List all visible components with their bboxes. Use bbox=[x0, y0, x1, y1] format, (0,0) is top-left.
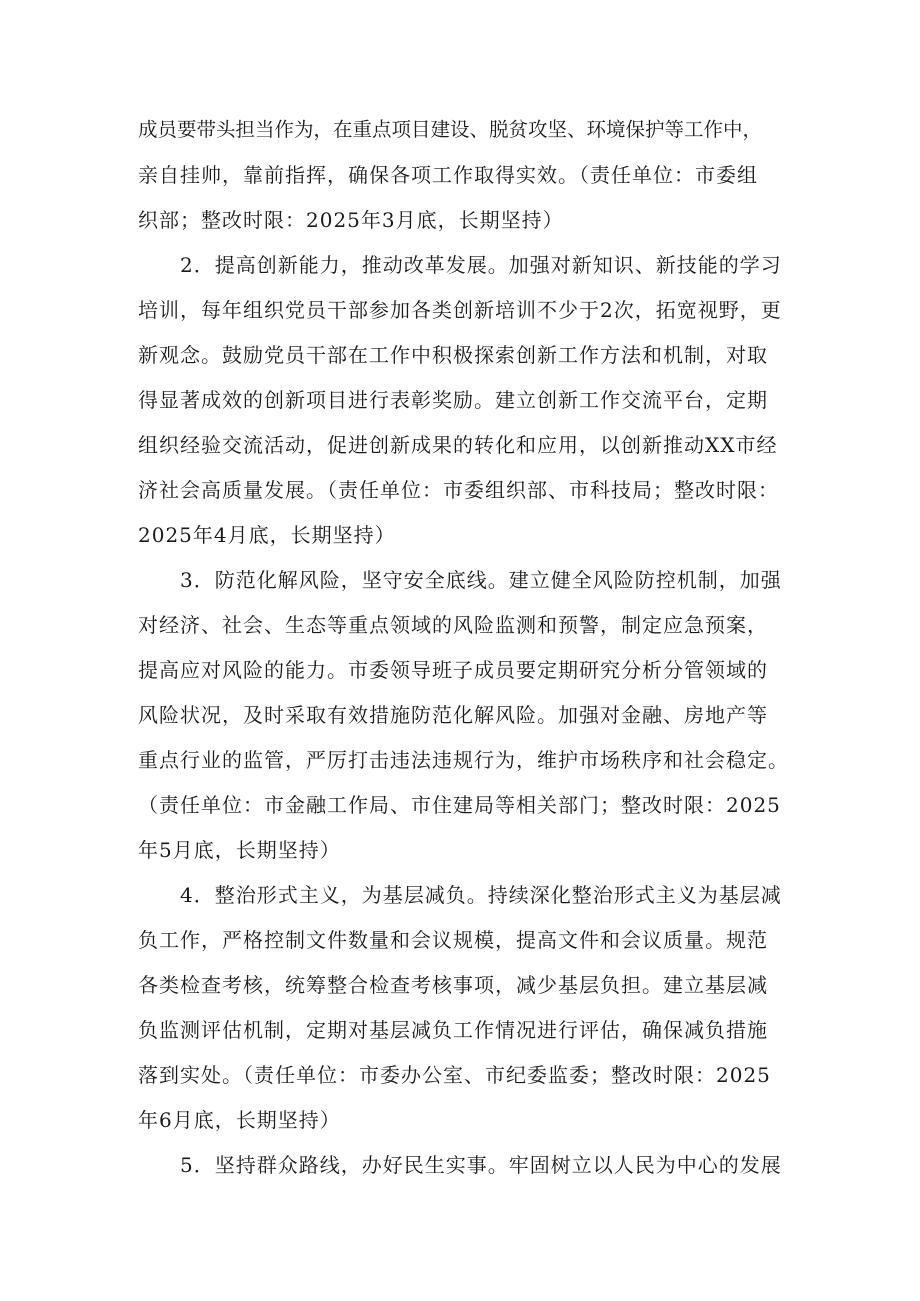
text-line: 各类检查考核，统筹整合检查考核事项，减少基层负担。建立基层减 bbox=[138, 973, 768, 997]
text-line: 济社会高质量发展。（责任单位：市委组织部、市科技局；整改时限： bbox=[138, 478, 779, 502]
text-line: 年5月底，长期坚持） bbox=[138, 838, 341, 862]
text-line: 对经济、社会、生态等重点领域的风险监测和预警，制定应急预案， bbox=[138, 613, 768, 637]
text-line: （责任单位：市金融工作局、市住建局等相关部门；整改时限：2025 bbox=[138, 793, 781, 817]
text-line: 负监测评估机制，定期对基层减负工作情况进行评估，确保减负措施 bbox=[138, 1018, 768, 1042]
text-line: 成员要带头担当作为，在重点项目建设、脱贫攻坚、环境保护等工作中， bbox=[138, 118, 763, 141]
text-line: 重点行业的监管，严厉打击违法违规行为，维护市场秩序和社会稳定。 bbox=[138, 748, 789, 772]
text-line: 年6月底，长期坚持） bbox=[138, 1108, 341, 1132]
text-line: 织部；整改时限：2025年3月底，长期坚持） bbox=[138, 208, 564, 232]
text-line: 提高应对风险的能力。市委领导班子成员要定期研究分析分管领域的 bbox=[138, 658, 768, 682]
text-line: 风险状况，及时采取有效措施防范化解风险。加强对金融、房地产等 bbox=[138, 703, 768, 727]
text-line: 2025年4月底，长期坚持） bbox=[138, 523, 396, 547]
paragraph-3-start: 3．防范化解风险，坚守安全底线。建立健全风险防控机制，加强 bbox=[180, 568, 782, 592]
text-line: 负工作，严格控制文件数量和会议规模，提高文件和会议质量。规范 bbox=[138, 928, 768, 952]
text-line: 新观念。鼓励党员干部在工作中积极探索创新工作方法和机制，对取 bbox=[138, 343, 768, 367]
text-line: 培训，每年组织党员干部参加各类创新培训不少于2次，拓宽视野，更 bbox=[138, 298, 782, 322]
paragraph-4-start: 4．整治形式主义，为基层减负。持续深化整治形式主义为基层减 bbox=[180, 883, 782, 907]
paragraph-5-start: 5．坚持群众路线，办好民生实事。牢固树立以人民为中心的发展 bbox=[180, 1153, 782, 1177]
text-line: 组织经验交流活动，促进创新成果的转化和应用，以创新推动XX市经 bbox=[138, 433, 778, 457]
text-line: 得显著成效的创新项目进行表彰奖励。建立创新工作交流平台，定期 bbox=[138, 388, 768, 412]
text-line: 亲自挂帅，靠前指挥，确保各项工作取得实效。（责任单位：市委组 bbox=[138, 163, 758, 187]
paragraph-2-start: 2．提高创新能力，推动改革发展。加强对新知识、新技能的学习 bbox=[180, 253, 782, 277]
text-line: 落到实处。（责任单位：市委办公室、市纪委监委；整改时限：2025 bbox=[138, 1063, 771, 1087]
